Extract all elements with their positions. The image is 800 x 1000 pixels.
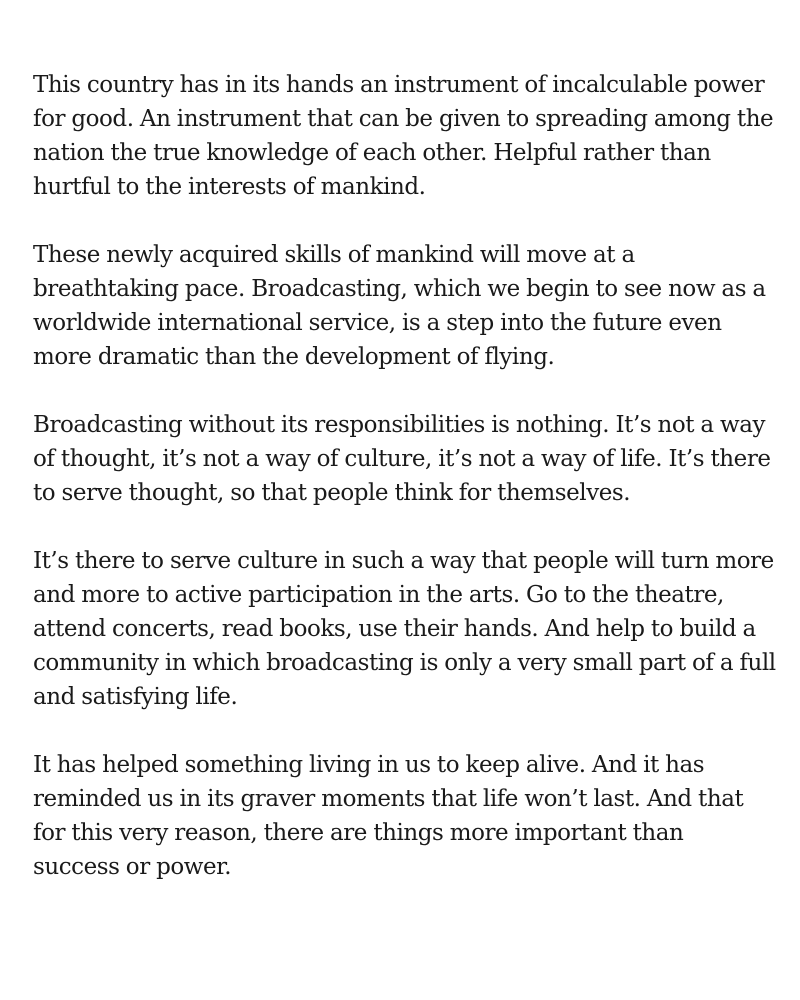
paragraph-4: It’s there to serve culture in such a way that people will turn more and more to active participation in the arts. Go to the theatre, attend concerts, read books, use their hands. And help to build a community in which broadcasting is only a very small part of a full and satisfying life.	[33, 548, 776, 710]
paragraph-2: These newly acquired skills of mankind will move at a breathtaking pace. Broadcasting, which we begin to see now as a worldwide international service, is a step into the future even more dramatic than the development of flying.	[33, 242, 766, 370]
paragraph-1: This country has in its hands an instrument of incalculable power for good. An instrument that can be given to spreading among the nation the true knowledge of each other. Helpful rather than hurtful to the interests of mankind.	[33, 72, 774, 200]
paragraph-5: It has helped something living in us to keep alive. And it has reminded us in its graver moments that life won’t last. And that for this very reason, there are things more important than success or power.	[33, 752, 744, 880]
paragraph-3: Broadcasting without its responsibilities is nothing. It’s not a way of thought, it’s not a way of culture, it’s not a way of life. It’s there to serve thought, so that people think for themselves.	[33, 412, 771, 506]
